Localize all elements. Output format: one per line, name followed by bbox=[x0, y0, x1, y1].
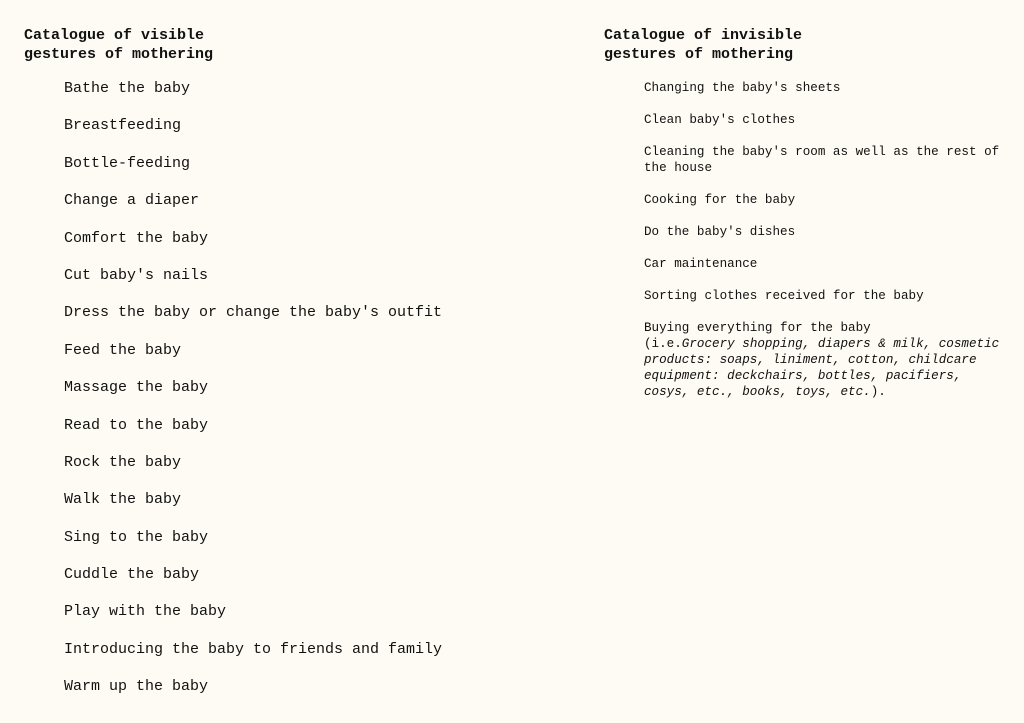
detail-text: Grocery shopping, diapers & milk, cosmetic products: soaps, liniment, cotton, childcare equipment: deckchairs, bottles, pacifiers, cosys, etc., books, toys, etc. bbox=[644, 337, 1000, 399]
list-item: Breastfeeding bbox=[64, 117, 182, 135]
list-item: Comfort the baby bbox=[64, 229, 209, 247]
list-item: Read to the baby bbox=[64, 416, 209, 434]
list-item: Rock the baby bbox=[64, 453, 182, 471]
list-item: Massage the baby bbox=[64, 379, 209, 397]
list-item: Sorting clothes received for the baby bbox=[644, 289, 924, 303]
visible-gestures-column bbox=[24, 26, 544, 715]
list-item: Warm up the baby bbox=[64, 678, 209, 696]
list-item: Dress the baby or change the baby's outfit bbox=[64, 304, 443, 322]
list-item: Clean baby's clothes bbox=[644, 113, 796, 127]
invisible-gestures-list bbox=[604, 80, 1004, 400]
detail-suffix: ). bbox=[870, 385, 886, 399]
list-item-buying bbox=[644, 320, 1004, 400]
buying-title: Buying everything for the baby bbox=[644, 321, 871, 335]
list-item: Feed the baby bbox=[64, 341, 182, 359]
list-item: Cooking for the baby bbox=[644, 193, 796, 207]
list-item: Walk the baby bbox=[64, 491, 182, 509]
list-item: Cut baby's nails bbox=[64, 266, 209, 284]
list-item: Bottle-feeding bbox=[64, 154, 191, 172]
list-item: Changing the baby's sheets bbox=[644, 81, 841, 95]
list-item: Car maintenance bbox=[644, 257, 758, 271]
buying-detail bbox=[644, 336, 1004, 400]
list-item: Change a diaper bbox=[64, 192, 200, 210]
list-item: Play with the baby bbox=[64, 603, 227, 621]
list-item: Sing to the baby bbox=[64, 528, 209, 546]
list-item: Bathe the baby bbox=[64, 80, 191, 97]
visible-gestures-heading: Catalogue of visible gestures of mothering bbox=[24, 27, 214, 63]
invisible-gestures-column bbox=[604, 26, 1004, 400]
invisible-gestures-heading: Catalogue of invisible gestures of mothering bbox=[604, 27, 803, 63]
list-item: Do the baby's dishes bbox=[644, 225, 796, 239]
list-item: Introducing the baby to friends and family bbox=[64, 640, 443, 658]
detail-prefix: (i.e. bbox=[644, 337, 682, 351]
list-item: Cleaning the baby's room as well as the rest of the house bbox=[644, 145, 1000, 175]
list-item: Cuddle the baby bbox=[64, 566, 200, 584]
visible-gestures-list bbox=[24, 79, 544, 697]
